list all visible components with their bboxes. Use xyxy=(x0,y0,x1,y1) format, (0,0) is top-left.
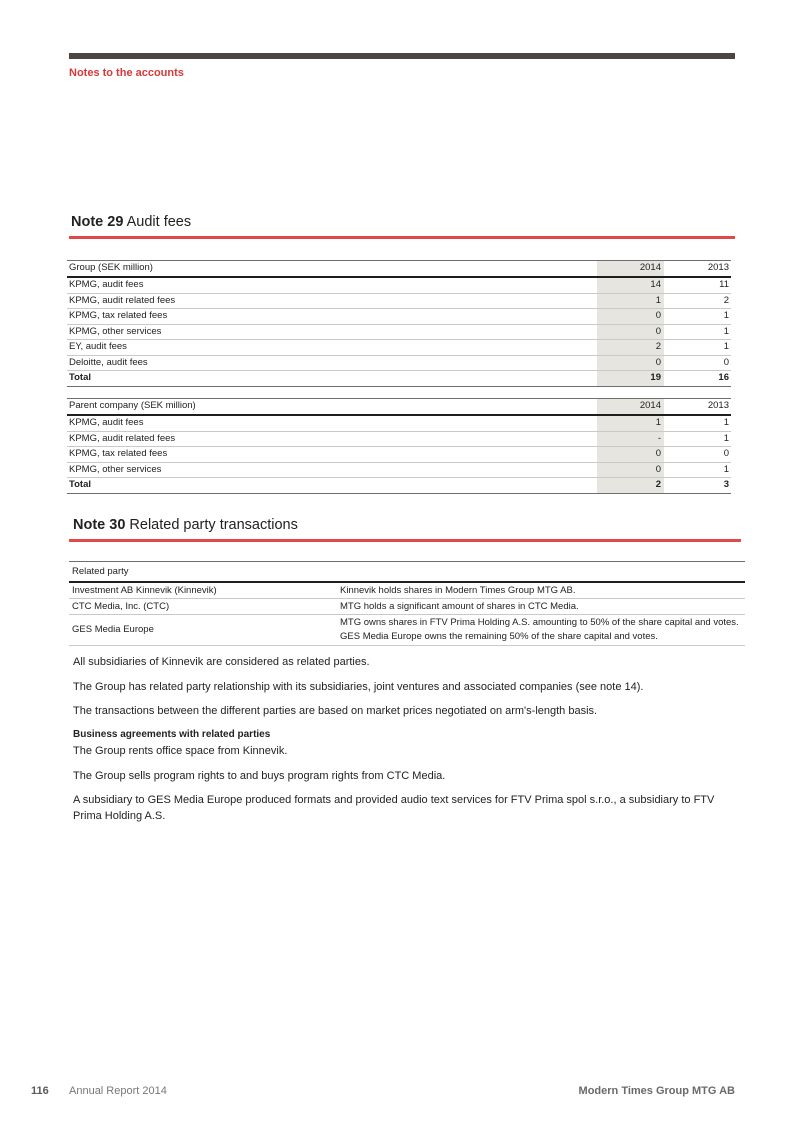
section-label: Notes to the accounts xyxy=(69,67,184,79)
value-2014: 2 xyxy=(597,340,664,356)
header-cell: Related party xyxy=(69,562,745,583)
company-name: Modern Times Group MTG AB xyxy=(578,1085,735,1097)
party-description: MTG holds a significant amount of shares in CTC Media. xyxy=(337,599,745,615)
header-cell-2014: 2014 xyxy=(597,261,664,278)
value-2014: 1 xyxy=(597,293,664,309)
header-rule xyxy=(69,53,735,59)
table-row xyxy=(69,599,745,615)
header-cell: Parent company (SEK million) xyxy=(67,399,597,416)
total-label: Total xyxy=(67,478,597,494)
table-row xyxy=(67,415,731,431)
total-row xyxy=(67,371,731,387)
table-header-row xyxy=(67,399,731,416)
table-header-row xyxy=(69,562,745,583)
paragraph: All subsidiaries of Kinnevik are considered as related parties. xyxy=(73,656,370,668)
group-audit-fees-table xyxy=(67,260,731,387)
row-label: KPMG, audit fees xyxy=(67,415,597,431)
note-30-number: Note 30 xyxy=(73,517,126,533)
value-2014: 14 xyxy=(597,277,664,293)
paragraph: The Group sells program rights to and buys program rights from CTC Media. xyxy=(73,770,446,782)
parent-audit-fees-table xyxy=(67,398,731,494)
row-label: KPMG, audit related fees xyxy=(67,431,597,447)
note-29-number: Note 29 xyxy=(71,214,124,230)
table-row xyxy=(69,582,745,599)
party-name: CTC Media, Inc. (CTC) xyxy=(69,599,337,615)
value-2014: 0 xyxy=(597,355,664,371)
value-2013: 1 xyxy=(664,415,731,431)
row-label: Deloitte, audit fees xyxy=(67,355,597,371)
note-29-heading xyxy=(71,214,191,230)
row-label: KPMG, audit related fees xyxy=(67,293,597,309)
note-29-title: Audit fees xyxy=(126,214,192,230)
paragraph: The transactions between the different parties are based on market prices negotiated on arm's-length basis. xyxy=(73,705,598,717)
table-row xyxy=(67,309,731,325)
note-29-rule xyxy=(69,236,735,239)
row-label: KPMG, tax related fees xyxy=(67,309,597,325)
value-2014: - xyxy=(597,431,664,447)
total-2013: 16 xyxy=(664,371,731,387)
header-cell: Group (SEK million) xyxy=(67,261,597,278)
value-2014: 1 xyxy=(597,415,664,431)
table-row xyxy=(69,615,745,646)
value-2014: 0 xyxy=(597,324,664,340)
party-name: Investment AB Kinnevik (Kinnevik) xyxy=(69,582,337,599)
header-cell-2013: 2013 xyxy=(664,261,731,278)
table-row xyxy=(67,340,731,356)
table-row xyxy=(67,355,731,371)
value-2014: 0 xyxy=(597,309,664,325)
related-party-table xyxy=(69,561,745,646)
report-title: Annual Report 2014 xyxy=(69,1085,167,1097)
value-2013: 1 xyxy=(664,309,731,325)
value-2013: 1 xyxy=(664,340,731,356)
paragraph: The Group rents office space from Kinnevik. xyxy=(73,745,288,757)
value-2013: 0 xyxy=(664,355,731,371)
value-2013: 11 xyxy=(664,277,731,293)
table-row xyxy=(67,462,731,478)
value-2013: 1 xyxy=(664,462,731,478)
page-number: 116 xyxy=(31,1085,49,1097)
header-cell-2013: 2013 xyxy=(664,399,731,416)
table-row xyxy=(67,324,731,340)
total-2014: 19 xyxy=(597,371,664,387)
value-2013: 1 xyxy=(664,324,731,340)
party-description: Kinnevik holds shares in Modern Times Group MTG AB. xyxy=(337,582,745,599)
row-label: EY, audit fees xyxy=(67,340,597,356)
value-2014: 0 xyxy=(597,462,664,478)
total-label: Total xyxy=(67,371,597,387)
subheading: Business agreements with related parties xyxy=(73,729,271,740)
party-description: MTG owns shares in FTV Prima Holding A.S. amounting to 50% of the share capital and votes. GES Media Europe owns the remaining 50% of the share capital and votes. xyxy=(337,615,745,646)
value-2014: 0 xyxy=(597,447,664,463)
row-label: KPMG, other services xyxy=(67,462,597,478)
table-row xyxy=(67,277,731,293)
value-2013: 0 xyxy=(664,447,731,463)
row-label: KPMG, other services xyxy=(67,324,597,340)
total-row xyxy=(67,478,731,494)
value-2013: 2 xyxy=(664,293,731,309)
paragraph: A subsidiary to GES Media Europe produced formats and provided audio text services for FTV Prima spol s.r.o., a subsidiary to FTV Prima Holding A.S. xyxy=(73,794,715,822)
table-row xyxy=(67,293,731,309)
party-name: GES Media Europe xyxy=(69,615,337,646)
row-label: KPMG, tax related fees xyxy=(67,447,597,463)
note-30-rule xyxy=(69,539,741,542)
table-row xyxy=(67,447,731,463)
note-30-heading xyxy=(73,517,298,533)
paragraph: The Group has related party relationship with its subsidiaries, joint ventures and associated companies (see note 14). xyxy=(73,681,644,693)
total-2014: 2 xyxy=(597,478,664,494)
table-row xyxy=(67,431,731,447)
total-2013: 3 xyxy=(664,478,731,494)
row-label: KPMG, audit fees xyxy=(67,277,597,293)
note-30-title: Related party transactions xyxy=(129,517,298,533)
value-2013: 1 xyxy=(664,431,731,447)
table-header-row xyxy=(67,261,731,278)
header-cell-2014: 2014 xyxy=(597,399,664,416)
